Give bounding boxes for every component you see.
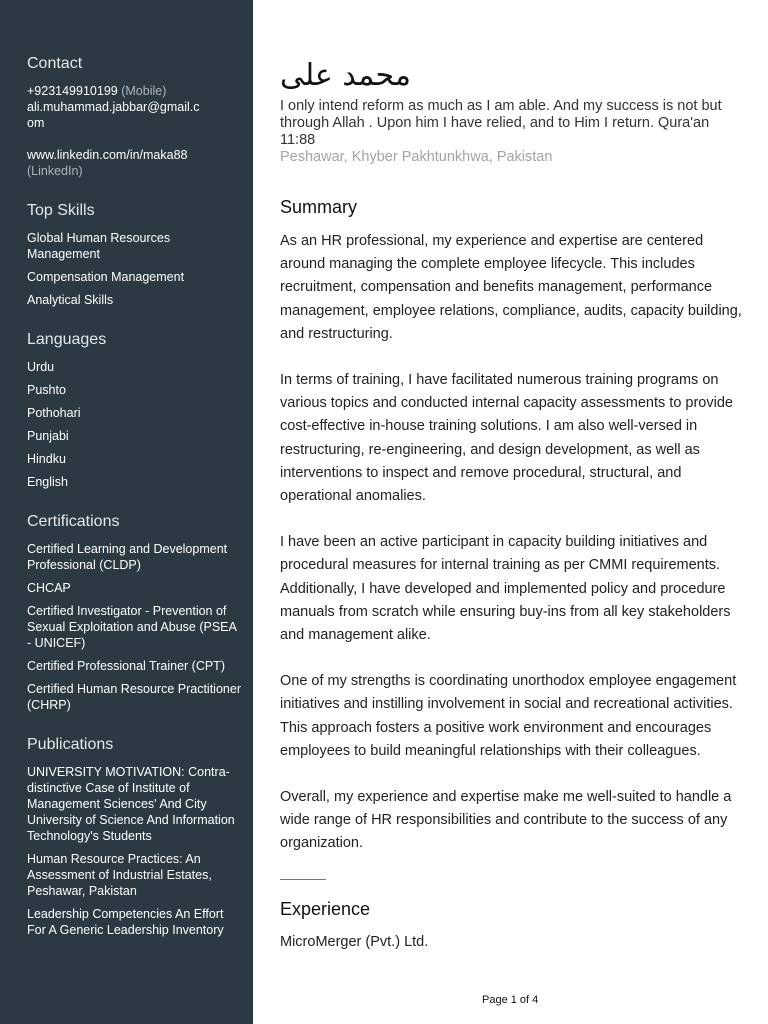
certification-item: Certified Investigator - Prevention of Sexual Exploitation and Abuse (PSEA - UNICEF) (27, 604, 237, 650)
summary-paragraph: As an HR professional, my experience and expertise are centered around managing the complete employee lifecycle. This includes recruitment, compensation and benefits management, performance management, employee relations, compliance, audits, capacity building, and restructuring. (280, 233, 742, 342)
languages-section (27, 330, 241, 490)
skill-item: Analytical Skills (27, 293, 114, 307)
top-skills-heading: Top Skills (27, 202, 95, 219)
language-item: Urdu (27, 360, 55, 374)
summary-paragraph: One of my strengths is coordinating unorthodox employee engagement initiatives and instilling involvement in social and recreational activities. This approach fosters a positive work environment and encourages employees to build meaningful relationships with their colleagues. (280, 673, 737, 759)
experience-section (280, 898, 742, 951)
sidebar (0, 0, 253, 1024)
certification-item: Certified Professional Trainer (CPT) (27, 659, 225, 673)
phone-number: +923149910199 (27, 84, 118, 98)
linkedin-link[interactable]: www.linkedin.com/in/maka88 (27, 148, 188, 162)
publication-item: Human Resource Practices: An Assessment of Industrial Estates, Peshawar, Pakistan (27, 852, 212, 898)
certifications-heading: Certifications (27, 513, 120, 530)
email-part-1: ali.muhammad.jabbar@gmail.c (27, 100, 200, 114)
summary-section (280, 196, 742, 856)
language-item: Pothohari (27, 406, 81, 420)
language-item: English (27, 475, 68, 489)
linkedin-type: (LinkedIn) (27, 164, 83, 178)
skill-item: Global Human Resources Management (27, 231, 171, 261)
languages-heading: Languages (27, 331, 107, 348)
publication-item: UNIVERSITY MOTIVATION: Contra-distinctive Case of Institute of Management Sciences' And City University of Science And Information Technology's Students (27, 765, 235, 843)
publication-item: Leadership Competencies An Effort For A Generic Leadership Inventory (27, 907, 224, 937)
summary-paragraph: I have been an active participant in capacity building initiatives and procedural measures for internal training as per CMMI requirements. Additionally, I have developed and implemented policy and procedure manuals from scratch while ensuring buy-ins from all key stakeholders and management alike. (280, 534, 731, 644)
phone-line (27, 83, 241, 99)
publications-section (27, 735, 241, 938)
summary-paragraph: In terms of training, I have facilitated numerous training programs on various topics and conducted internal capacity assessments to provide cost-effective in-house training solutions. I am also well-versed in restructuring, re-engineering, and design development, as well as interventions to inspect and remove procedural, structural, and operational anomalies. (280, 372, 733, 505)
company-name: MicroMerger (Pvt.) Ltd. (280, 933, 429, 950)
profile-location: Peshawar, Khyber Pakhtunkhwa, Pakistan (280, 149, 553, 165)
email-part-2: om (27, 116, 45, 130)
language-item: Hindku (27, 452, 66, 466)
top-skills-section (27, 201, 241, 308)
language-item: Punjabi (27, 429, 69, 443)
email-link[interactable] (27, 99, 241, 131)
contact-section (27, 54, 241, 179)
experience-heading: Experience (280, 898, 371, 919)
summary-paragraph: Overall, my experience and expertise make me well-suited to handle a wide range of HR responsibilities and contribute to the success of any organization. (280, 789, 732, 852)
profile-name: محمد علی (280, 58, 411, 93)
certifications-section (27, 512, 241, 713)
main-content (280, 58, 742, 951)
summary-heading: Summary (280, 197, 358, 217)
page-number: Page 1 of 4 (482, 994, 539, 1006)
section-divider (280, 879, 326, 880)
certification-item: Certified Human Resource Practitioner (CHRP) (27, 682, 241, 712)
publications-heading: Publications (27, 736, 114, 753)
profile-tagline: I only intend reform as much as I am able. And my success is not but through Allah . Upon him I have relied, and to Him I return. Qura'an 11:88 (280, 98, 722, 148)
phone-type: (Mobile) (121, 84, 167, 98)
language-item: Pushto (27, 383, 66, 397)
certification-item: Certified Learning and Development Professional (CLDP) (27, 542, 228, 572)
skill-item: Compensation Management (27, 270, 185, 284)
certification-item: CHCAP (27, 581, 71, 595)
contact-heading: Contact (27, 55, 83, 72)
